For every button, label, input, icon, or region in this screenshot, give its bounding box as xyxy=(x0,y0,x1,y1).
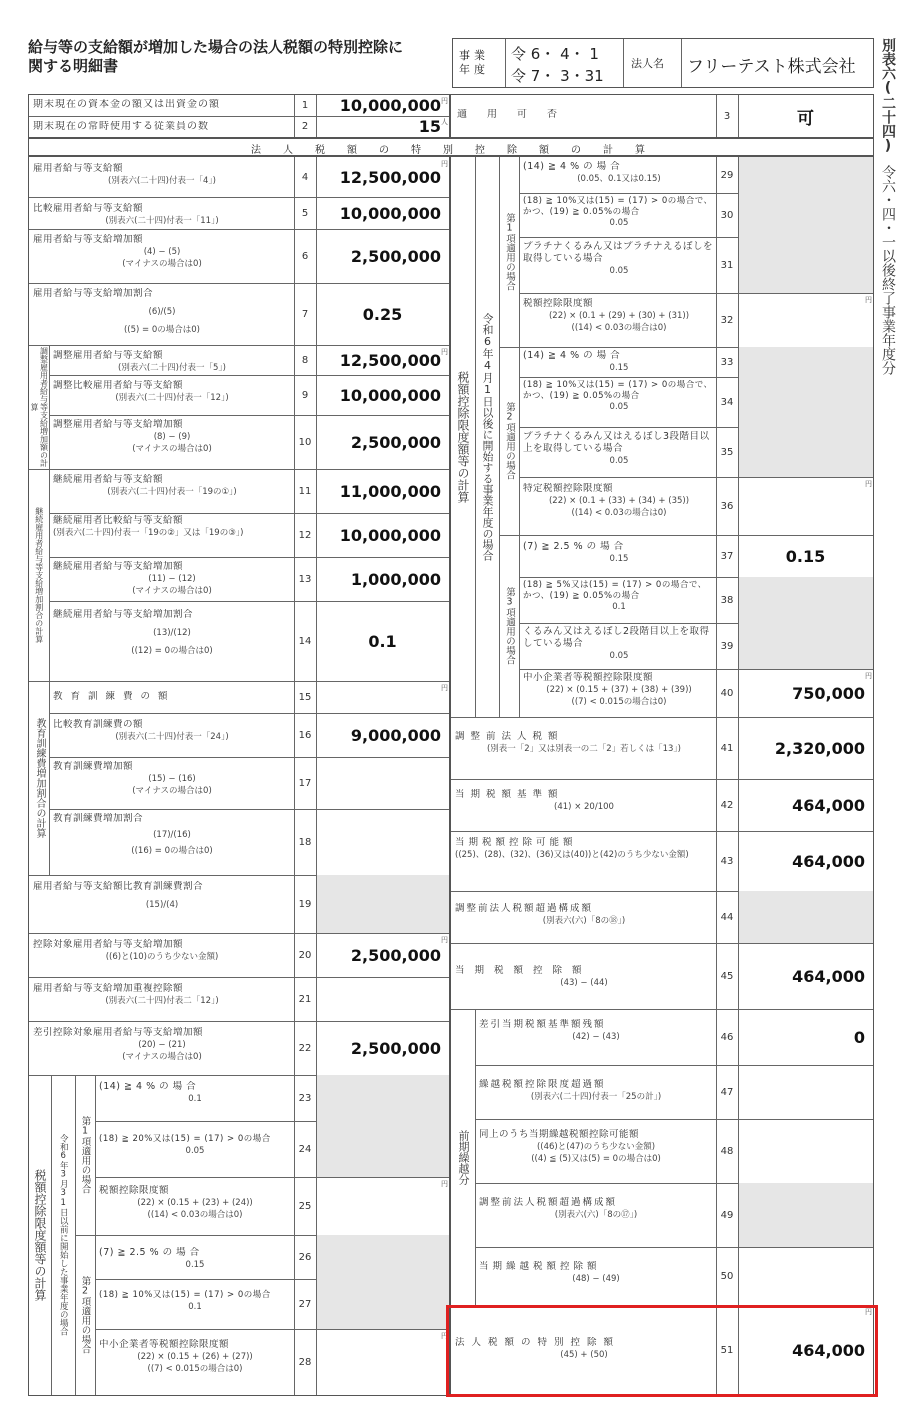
row28-value xyxy=(316,1329,449,1395)
row43-no: 43 xyxy=(720,855,734,867)
row49-value xyxy=(738,1183,873,1247)
row18-label: 教育訓練費増加割合 (17)/(16) ((16) = 0の場合は0) xyxy=(53,813,213,856)
group-limit-left: 税額控除限度額等の計算 xyxy=(33,1169,47,1301)
row13-no: 13 xyxy=(298,573,312,585)
row11-value: 11,000,000 xyxy=(339,481,441,501)
row38-label: (18) ≧ 5%又は(15) = (17) > 0の場合で、かつ、(19) ≧ 0.05%の場合 0.1 xyxy=(523,580,707,612)
row51-unit: 円 xyxy=(865,1308,872,1316)
row17-label: 教育訓練費増加額 (15) − (16) (マイナスの場合は0) xyxy=(53,761,212,796)
row14-value: 0.1 xyxy=(368,631,397,651)
row34-label: (18) ≧ 10%又は(15) = (17) > 0の場合で、かつ、(19) ≧ 0.05%の場合 0.05 xyxy=(523,380,713,412)
row35-value xyxy=(738,427,873,477)
row41-value: 2,320,000 xyxy=(774,738,865,758)
side-note: 令六・四・一以後終了事業年度分 xyxy=(880,165,896,375)
row51-value: 464,000 xyxy=(792,1340,865,1360)
row45-no: 45 xyxy=(720,970,734,982)
row30-label: (18) ≧ 10%又は(15) = (17) > 0の場合で、かつ、(19) ≧ 0.05%の場合 0.05 xyxy=(523,196,713,228)
row29-no: 29 xyxy=(720,169,734,181)
row48-no: 48 xyxy=(720,1145,734,1157)
row33-value xyxy=(738,347,873,377)
row24-label: (18) ≧ 20%又は(15) = (17) > 0の場合 0.05 xyxy=(99,1134,271,1156)
group-item2-label-right: 第2項適用の場合 xyxy=(504,402,515,480)
period-box xyxy=(452,38,874,88)
row1-unit: 円 xyxy=(441,97,448,105)
row3-value: 可 xyxy=(797,108,814,129)
group-after-label: 令和6年4月1日以後に開始する事業年度の場合 xyxy=(481,313,494,561)
row11-no: 11 xyxy=(298,485,312,497)
row45-value: 464,000 xyxy=(792,966,865,986)
period-label: 事業年度 xyxy=(459,49,489,76)
row17-no: 17 xyxy=(298,777,312,789)
row48-label: 同上のうち当期繰越税額控除可能額 ((46)と(47)のうち少ない金額) ((4) ≦ (5)又は(5) = 0の場合は0) xyxy=(479,1129,661,1164)
row20-unit: 円 xyxy=(441,936,448,944)
row2-unit: 人 xyxy=(441,118,448,126)
highlight-box-row51 xyxy=(446,1305,878,1397)
row38-value xyxy=(738,577,873,623)
row28-label: 中小企業者等税額控除限度額 (22) × (0.15 + (26) + (27)) ((7) < 0.015の場合は0) xyxy=(99,1339,253,1374)
row7-no: 7 xyxy=(301,308,309,320)
row6-no: 6 xyxy=(301,250,309,262)
row28-no: 28 xyxy=(298,1356,312,1368)
section-header xyxy=(28,138,874,156)
row40-no: 40 xyxy=(720,687,734,699)
row1-no: 1 xyxy=(301,100,309,111)
row21-no: 21 xyxy=(298,993,312,1005)
row37-value: 0.15 xyxy=(785,546,826,566)
row23-value xyxy=(316,1075,449,1121)
row31-no: 31 xyxy=(720,259,734,271)
row27-value xyxy=(316,1279,449,1329)
row15-unit: 円 xyxy=(441,684,448,692)
title-line-1: 給与等の支給額が増加した場合の法人税額の特別控除に xyxy=(28,38,404,56)
row39-no: 39 xyxy=(720,640,734,652)
row36-value xyxy=(738,477,873,535)
row10-label: 調整雇用者給与等支給増加額 (8) − (9) (マイナスの場合は0) xyxy=(53,419,212,454)
row32-unit: 円 xyxy=(865,296,872,304)
corp-name: フリーテスト株式会社 xyxy=(687,57,856,77)
row9-no: 9 xyxy=(301,389,309,401)
row37-no: 37 xyxy=(720,550,734,562)
row16-value: 9,000,000 xyxy=(350,725,441,745)
row33-no: 33 xyxy=(720,356,734,368)
row30-value xyxy=(738,193,873,237)
row25-no: 25 xyxy=(298,1200,312,1212)
row42-value: 464,000 xyxy=(792,795,865,815)
row3-label: 適 用 可 否 xyxy=(457,109,557,120)
row13-label: 継続雇用者給与等支給増加額 (11) − (12) (マイナスの場合は0) xyxy=(53,561,212,596)
row15-value xyxy=(316,681,449,713)
row23-label: (14) ≧ 4 % の 場 合 0.1 xyxy=(99,1081,202,1104)
row49-label: 調整前法人税額超過構成額 (別表六(六)「8の⑰」) xyxy=(479,1197,638,1220)
row1-value: 10,000,000 xyxy=(339,96,441,115)
row44-label: 調整前法人税額超過構成額 (別表六(六)「8の⑱」) xyxy=(455,903,626,926)
row47-label: 繰越税額控除限度超過額 (別表六(二十四)付表一「25の計」) xyxy=(479,1079,662,1102)
row27-label: (18) ≧ 10%又は(15) = (17) > 0の場合 0.1 xyxy=(99,1290,271,1312)
row46-label: 差引当期税額基準額残額 (42) − (43) xyxy=(479,1019,620,1042)
row12-label: 継続雇用者比較給与等支給額 (別表六(二十四)付表一「19の②」又は「19の③」) xyxy=(53,515,244,538)
row1-label: 期末現在の資本金の額又は出資金の額 xyxy=(33,99,220,110)
row22-label: 差引控除対象雇用者給与等支給増加額 (20) − (21) (マイナスの場合は0) xyxy=(33,1027,204,1062)
row18-no: 18 xyxy=(298,836,312,848)
row5-label: 比較雇用者給与等支給額 (別表六(二十四)付表一「11」) xyxy=(33,203,219,226)
row6-value: 2,500,000 xyxy=(350,246,441,266)
row4-unit: 円 xyxy=(441,160,448,168)
row49-no: 49 xyxy=(720,1209,734,1221)
group-item1-label-left: 第1項適用の場合 xyxy=(79,1116,91,1194)
row13-value: 1,000,000 xyxy=(350,569,441,589)
row33-label: (14) ≧ 4 % の 場 合 0.15 xyxy=(523,350,629,373)
row8-label: 調整雇用者給与等支給額 (別表六(二十四)付表一「5」) xyxy=(53,350,226,373)
row3-box xyxy=(450,94,874,138)
row19-no: 19 xyxy=(298,898,312,910)
group-limit-right: 税額控除限度額等の計算 xyxy=(456,371,470,503)
row18-value xyxy=(316,809,449,875)
side-form-label: 別表六(二十四) xyxy=(880,38,896,154)
row41-no: 41 xyxy=(720,742,734,754)
row32-no: 32 xyxy=(720,314,734,326)
row12-value: 10,000,000 xyxy=(339,525,441,545)
group-adjust-label: 調整雇用者給与等支給増加額の計算 xyxy=(30,347,49,467)
row48-value xyxy=(738,1119,873,1183)
row41-label: 調整前法人税額 (別表一「2」又は別表一の二「2」若しくは「13」) xyxy=(455,731,682,754)
row36-no: 36 xyxy=(720,500,734,512)
row15-label: 教育訓練費の額 xyxy=(53,691,176,702)
row20-value: 2,500,000 xyxy=(350,945,441,965)
row11-label: 継続雇用者給与等支給額 (別表六(二十四)付表一「19の①」) xyxy=(53,474,237,497)
row42-no: 42 xyxy=(720,799,734,811)
row5-no: 5 xyxy=(301,207,309,219)
row19-label: 雇用者給与等支給額比教育訓練費割合 (15)/(4) xyxy=(33,881,204,910)
row31-label: プラチナくるみん又はプラチナえるぼしを取得している場合 0.05 xyxy=(523,241,714,276)
row26-label: (7) ≧ 2.5 % の 場 合 0.15 xyxy=(99,1247,205,1270)
row16-label: 比較教育訓練費の額 (別表六(二十四)付表一「24」) xyxy=(53,719,229,742)
left-top-box xyxy=(28,94,450,138)
row22-value: 2,500,000 xyxy=(350,1038,441,1058)
row14-no: 14 xyxy=(298,635,312,647)
row3-no: 3 xyxy=(723,110,731,122)
row34-no: 34 xyxy=(720,396,734,408)
row24-no: 24 xyxy=(298,1143,312,1155)
row32-label: 税額控除限度額 (22) × (0.1 + (29) + (30) + (31)) ((14) < 0.03の場合は0) xyxy=(523,298,690,333)
row50-label: 当期繰越税額控除額 (48) − (49) xyxy=(479,1261,620,1284)
row34-value xyxy=(738,377,873,427)
row4-value: 12,500,000 xyxy=(339,167,441,187)
row50-no: 50 xyxy=(720,1270,734,1282)
row44-no: 44 xyxy=(720,911,734,923)
row44-value xyxy=(738,891,873,943)
row7-value: 0.25 xyxy=(362,304,403,324)
row9-value: 10,000,000 xyxy=(339,385,441,405)
row20-label: 控除対象雇用者給与等支給増加額 ((6)と(10)のうち少ない金額) xyxy=(33,939,219,962)
row29-value xyxy=(738,157,873,193)
row2-label: 期末現在の常時使用する従業員の数 xyxy=(33,121,209,132)
form-title xyxy=(28,38,448,76)
row10-value: 2,500,000 xyxy=(350,432,441,452)
group-item3-label-right: 第3項適用の場合 xyxy=(504,587,515,665)
row20-no: 20 xyxy=(298,949,312,961)
row17-value xyxy=(316,757,449,809)
group-prev-label: 前期繰越分 xyxy=(457,1129,470,1185)
row37-label: (7) ≧ 2.5 % の 場 合 0.15 xyxy=(523,541,629,564)
row42-label: 当期税額基準額 (41) × 20/100 xyxy=(455,789,614,812)
row46-no: 46 xyxy=(720,1031,734,1043)
row47-value xyxy=(738,1065,873,1119)
row6-label: 雇用者給与等支給増加額 (4) − (5) (マイナスの場合は0) xyxy=(33,234,202,269)
corp-label: 法人名 xyxy=(631,57,664,70)
row50-value xyxy=(738,1247,873,1305)
row2-value: 15 xyxy=(418,117,441,136)
row8-unit: 円 xyxy=(441,348,448,356)
row35-label: プラチナくるみん又はえるぼし3段階目以上を取得している場合 0.05 xyxy=(523,431,710,466)
row27-no: 27 xyxy=(298,1298,312,1310)
row4-no: 4 xyxy=(301,171,309,183)
row24-value xyxy=(316,1121,449,1177)
row7-label: 雇用者給与等支給増加割合 (6)/(5) ((5) = 0の場合は0) xyxy=(33,288,200,335)
row40-value: 750,000 xyxy=(792,683,865,703)
row39-value xyxy=(738,623,873,669)
row14-label: 継続雇用者給与等支給増加割合 (13)/(12) ((12) = 0の場合は0) xyxy=(53,609,213,656)
group-education-label: 教育訓練費増加割合の計算 xyxy=(34,718,45,838)
row40-unit: 円 xyxy=(865,672,872,680)
row4-label: 雇用者給与等支給額 (別表六(二十四)付表一「4」) xyxy=(33,163,216,186)
group-continuing-label: 継続雇用者給与等支給増加割合の計算 xyxy=(34,507,44,643)
row2-no: 2 xyxy=(301,121,309,132)
row31-value xyxy=(738,237,873,293)
row19-value xyxy=(316,875,449,933)
group-item1-label-right: 第1項適用の場合 xyxy=(504,213,515,291)
row26-value xyxy=(316,1235,449,1279)
row36-unit: 円 xyxy=(865,480,872,488)
row29-label: (14) ≧ 4 % の 場 合 (0.05、0.1又は0.15) xyxy=(523,161,661,184)
row25-unit: 円 xyxy=(441,1180,448,1188)
row36-label: 特定税額控除限度額 (22) × (0.1 + (33) + (34) + (35)) ((14) < 0.03の場合は0) xyxy=(523,483,690,518)
row43-value: 464,000 xyxy=(792,851,865,871)
row40-label: 中小企業者等税額控除限度額 (22) × (0.15 + (37) + (38) + (39)) ((7) < 0.015の場合は0) xyxy=(523,672,692,707)
row15-no: 15 xyxy=(298,691,312,703)
left-main-table xyxy=(28,156,450,1396)
row22-no: 22 xyxy=(298,1042,312,1054)
row21-label: 雇用者給与等支給増加重複控除額 (別表六(二十四)付表二「12」) xyxy=(33,983,219,1006)
row16-no: 16 xyxy=(298,729,312,741)
title-line-2: 関する明細書 xyxy=(28,57,119,75)
row12-no: 12 xyxy=(298,529,312,541)
row35-no: 35 xyxy=(720,446,734,458)
row51-no: 51 xyxy=(720,1344,734,1356)
row10-no: 10 xyxy=(298,436,312,448)
row38-no: 38 xyxy=(720,594,734,606)
row25-label: 税額控除限度額 (22) × (0.15 + (23) + (24)) ((14) < 0.03の場合は0) xyxy=(99,1185,253,1220)
row39-label: くるみん又はえるぼし2段階目以上を取得している場合 0.05 xyxy=(523,626,710,661)
row8-no: 8 xyxy=(301,354,309,366)
period-start: 令 6・ 4・ 1 xyxy=(511,45,599,63)
row25-value xyxy=(316,1177,449,1235)
row30-no: 30 xyxy=(720,209,734,221)
section-header-text: 法 人 税 額 の 特 別 控 除 額 の 計 算 xyxy=(251,145,651,156)
row32-value xyxy=(738,293,873,347)
row28-unit: 円 xyxy=(441,1332,448,1340)
right-main-table xyxy=(450,156,874,1396)
row47-no: 47 xyxy=(720,1086,734,1098)
row45-label: 当期税額控除額 (43) − (44) xyxy=(455,965,608,988)
group-item2-label-left: 第2項適用の場合 xyxy=(79,1276,91,1354)
group-before-label: 令和6年3月31日以前に開始した事業年度の場合 xyxy=(58,1134,69,1336)
row23-no: 23 xyxy=(298,1092,312,1104)
row21-value xyxy=(316,977,449,1021)
row5-value: 10,000,000 xyxy=(339,203,441,223)
row51-label: 法人税額の特別控除額 (45) + (50) xyxy=(455,1337,621,1360)
row43-label: 当期税額控除可能額 ((25)、(28)、(32)、(36)又は(40))と(42)のうち少ない金額) xyxy=(455,837,689,860)
row9-label: 調整比較雇用者給与等支給額 (別表六(二十四)付表一「12」) xyxy=(53,380,229,403)
period-end: 令 7・ 3・31 xyxy=(511,67,604,85)
row26-no: 26 xyxy=(298,1251,312,1263)
row46-value: 0 xyxy=(853,1027,865,1047)
row8-value: 12,500,000 xyxy=(339,350,441,370)
